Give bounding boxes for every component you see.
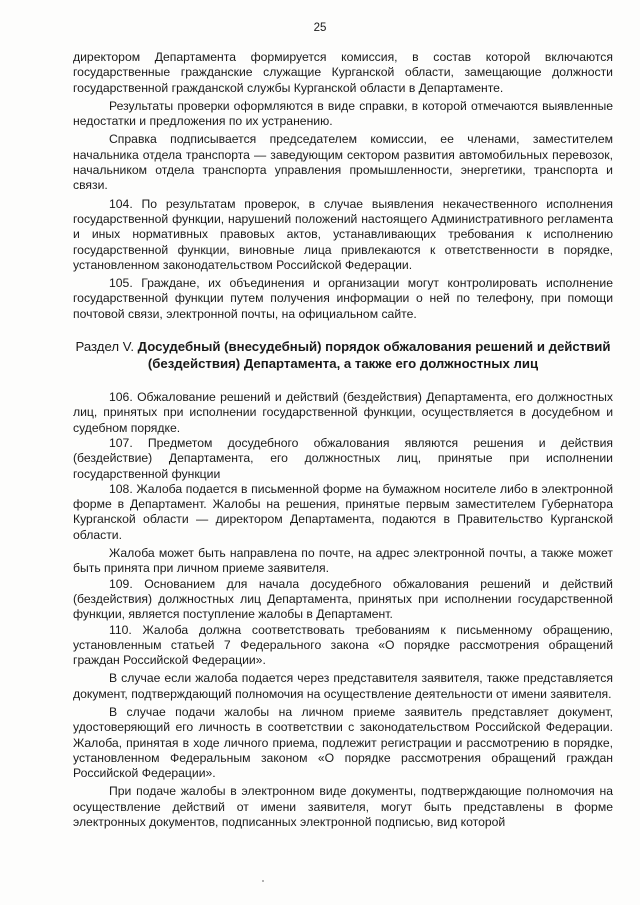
paragraph-electronic-submission: При подаче жалобы в электронном виде документы, подтверждающие полномочия на осуществление действий от имени заявителя, могут быть представлены в форме электронных документов, подписанных электронной подписью, вид которой	[73, 784, 613, 830]
paragraph-110: 110. Жалоба должна соответствовать требованиям к письменному обращению, установленным статьей 7 Федерального закона «О порядке рассмотрения обращений граждан Российской Федерации».	[73, 622, 613, 668]
section-title: Досудебный (внесудебный) порядок обжалования решений и действий (бездействия) Департамента, а также его должностных лиц	[137, 339, 611, 372]
paragraph-104: 104. По результатам проверок, в случае выявления некачественного исполнения государственной функции, нарушений положений настоящего Административного регламента и иных нормативных правовых актов, устанавливающих требования к исполнению государственной функции, виновные лица привлекаются к ответственности в порядке, установленном законодательством Российской Федерации.	[73, 196, 613, 272]
section-heading	[73, 338, 613, 372]
paragraph-109: 109. Основанием для начала досудебного обжалования решений и действий (бездействия) должностных лиц Департамента, принятых при исполнении государственной функции, является поступление жалобы в Департамент.	[73, 576, 613, 622]
paragraph-105: 105. Граждане, их объединения и организации могут контролировать исполнение государственной функции путем получения информации о ней по телефону, при помощи почтовой связи, электронной почты, на официальном сайте.	[73, 276, 613, 321]
paragraph-106: 106. Обжалование решений и действий (бездействия) Департамента, его должностных лиц, принятых при исполнении государственной функции, осуществляется в досудебном и судебном порядке.	[73, 390, 613, 435]
page-number: 25	[313, 22, 327, 34]
paragraph-representative: В случае если жалоба подается через представителя заявителя, также представляется документ, подтверждающий полномочия на осуществление деятельности от имени заявителя.	[73, 671, 613, 701]
paragraph-personal-reception: В случае подачи жалобы на личном приеме заявитель представляет документ, удостоверяющий его личность в соответствии с законодательством Российской Федерации. Жалоба, принятая в ходе личного приема, подлежит регистрации и рассмотрению в порядке, установленном Федеральным законом «О порядке рассмотрения обращений граждан Российской Федерации».	[73, 704, 613, 781]
document-body	[73, 50, 613, 830]
paragraph-commission: директором Департамента формируется комиссия, в состав которой включаются государственные гражданские служащие Курганской области, замещающие должности государственной гражданской службы Курганской области в Департаменте.	[73, 50, 613, 95]
paragraph-107: 107. Предметом досудебного обжалования являются решения и действия (бездействие) Департамента, его должностных лиц, принятые при исполнении государственной функции	[73, 435, 613, 481]
paragraph-inspection-results: Результаты проверки оформляются в виде справки, в которой отмечаются выявленные недостатки и предложения по их устранению.	[73, 98, 613, 129]
paragraph-certificate-signing: Справка подписывается председателем комиссии, ее членами, заместителем начальника отдела транспорта — заведующим сектором развития автомобильных перевозок, начальником отдела транспорта управления промышленности, энергетики, транспорта и связи.	[73, 132, 613, 193]
paragraph-mail-submission: Жалоба может быть направлена по почте, на адрес электронной почты, а также может быть принята при личном приеме заявителя.	[73, 546, 613, 576]
paragraph-108: 108. Жалоба подается в письменной форме на бумажном носителе либо в электронной форме в Департамент. Жалобы на решения, принятые первым заместителем Губернатора Курганской области — директором Департамента, подаются в Правительство Курганской области.	[73, 481, 613, 542]
section-prefix: Раздел V.	[75, 339, 138, 355]
scan-artifact	[262, 880, 264, 882]
